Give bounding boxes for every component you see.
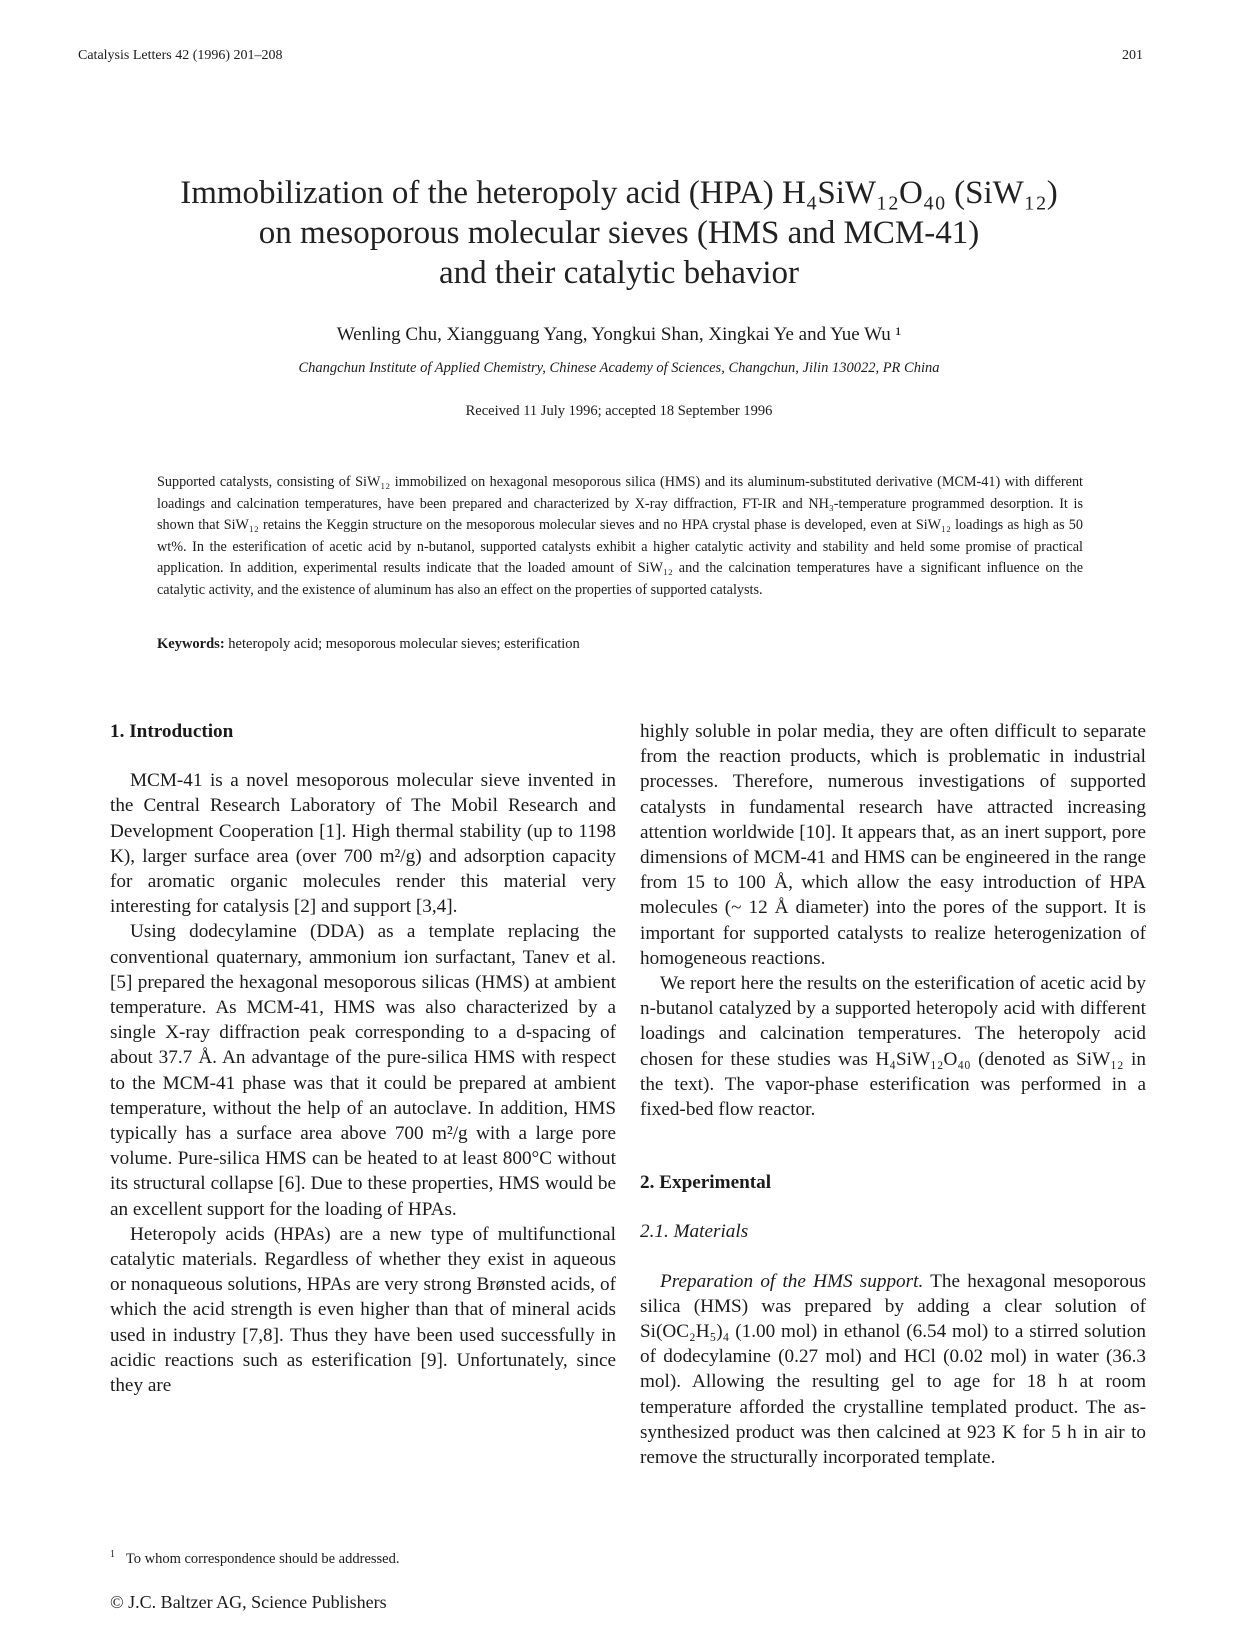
- footnote-text: To whom correspondence should be addressed.: [125, 1550, 400, 1567]
- materials-lead: Preparation of the HMS support.: [660, 1270, 924, 1292]
- received-dates: Received 11 July 1996; accepted 18 September 1996: [465, 403, 773, 419]
- intro-paragraph-4: We report here the results on the esterification of acetic acid by n-butanol catalyzed by a supported heteropoly acid with different loadings and calcination temperatures. The heteropoly acid chosen for these studies was H₄SiW₁₂O₄₀ (denoted as SiW₁₂ in the text). The vapor-phase esterification was performed in a fixed-bed flow reactor.: [640, 973, 1146, 1121]
- footnote-mark: 1: [110, 1549, 115, 1560]
- keywords-label: Keywords:: [157, 636, 225, 652]
- section-heading-experimental: 2. Experimental: [640, 1172, 772, 1194]
- keywords: [157, 636, 580, 653]
- materials-text: The hexagonal mesoporous silica (HMS) was prepared by adding a clear solution of Si(OC₂H₅)₄ (1.00 mol) in ethanol (6.54 mol) to a stirred solution of dodecylamine (0.27 mol) and HCl (0.02 mol) in water (36.3 mol). Allowing the resulting gel to age for 18 h at room temperature afforded the crystalline templated product. The as-synthesized product was then calcined at 923 K for 5 h in air to remove the structurally incorporated template.: [640, 1270, 1146, 1469]
- affiliation: Changchun Institute of Applied Chemistry, Chinese Academy of Sciences, Changchun, Jilin 130022, PR China: [298, 360, 940, 376]
- materials-paragraph: [640, 1269, 1146, 1471]
- abstract: Supported catalysts, consisting of SiW₁₂ immobilized on hexagonal mesoporous silica (HMS) and its aluminum-substituted derivative (MCM-41) with different loadings and calcination temperatures, have been prepared and characterized by X-ray diffraction, FT-IR and NH₃-temperature programmed desorption. It is shown that SiW₁₂ retains the Keggin structure on the mesoporous molecular sieves and no HPA crystal phase is developed, even at SiW₁₂ loadings as high as 50 wt%. In the esterification of acetic acid by n-butanol, supported catalysts exhibit a higher catalytic activity and stability and held some promise of practical application. In addition, experimental results indicate that the loaded amount of SiW₁₂ and the calcination temperatures have a significant influence on the catalytic activity, and the existence of aluminum has also an effect on the properties of supported catalysts.: [157, 474, 1083, 598]
- intro-paragraph-3: Heteropoly acids (HPAs) are a new type of multifunctional catalytic materials. Regardless of whether they exist in aqueous or nonaqueous solutions, HPAs are very strong Brønsted acids, of which the acid strength is even higher than that of mineral acids used in industry [7,8]. Thus they have been used successfully in acidic reactions such as esterification [9]. Unfortunately, since they are: [110, 1223, 616, 1397]
- intro-paragraph-2: Using dodecylamine (DDA) as a template replacing the conventional quaternary, ammonium ion surfactant, Tanev et al. [5] prepared the hexagonal mesoporous silicas (HMS) at ambient temperature. As MCM-41, HMS was also characterized by a single X-ray diffraction peak corresponding to a d-spacing of about 37.7 Å. An advantage of the pure-silica HMS with respect to the MCM-41 phase was that it could be prepared at ambient temperature, without the help of an autoclave. In addition, HMS typically has a surface area above 700 m²/g with a large pore volume. Pure-silica HMS can be heated to at least 800°C without its structural collapse [6]. Due to these properties, HMS would be an excellent support for the loading of HPAs.: [110, 921, 616, 1220]
- section-heading-introduction: 1. Introduction: [110, 721, 234, 742]
- publisher-line: © J.C. Baltzer AG, Science Publishers: [110, 1592, 387, 1612]
- keywords-text: heteropoly acid; mesoporous molecular sieves; esterification: [228, 636, 580, 652]
- right-column: [640, 719, 1146, 1470]
- running-head: Catalysis Letters 42 (1996) 201–208: [78, 48, 283, 63]
- authors: Wenling Chu, Xiangguang Yang, Yongkui Shan, Xingkai Ye and Yue Wu ¹: [336, 324, 902, 345]
- left-column: [110, 719, 616, 1398]
- title-line-3: and their catalytic behavior: [438, 255, 800, 291]
- page-number: 201: [1122, 48, 1143, 63]
- intro-paragraph-1: MCM-41 is a novel mesoporous molecular sieve invented in the Central Research Laboratory of The Mobil Research and Development Cooperation [1]. High thermal stability (up to 1198 K), larger surface area (over 700 m²/g) and adsorption capacity for aromatic organic molecules render this material very interesting for catalysis [2] and support [3,4].: [110, 770, 616, 918]
- footnote: [110, 1549, 399, 1568]
- intro-paragraph-3-continued: highly soluble in polar media, they are often difficult to separate from the reaction products, which is problematic in industrial processes. Therefore, numerous investigations of supported catalysts in fundamental research have attracted increasing attention worldwide [10]. It appears that, as an inert support, pore dimensions of MCM-41 and HMS can be engineered in the range from 15 to 100 Å, which allow the easy introduction of HPA molecules (~ 12 Å diameter) into the pores of the support. It is important for supported catalysts to realize heterogenization of homogeneous reactions.: [640, 721, 1146, 969]
- title-line-2: on mesoporous molecular sieves (HMS and MCM-41): [258, 215, 980, 251]
- subsection-heading-materials: 2.1. Materials: [640, 1221, 749, 1243]
- article-title: [0, 173, 1238, 293]
- title-line-1: Immobilization of the heteropoly acid (HPA) H₄SiW₁₂O₄₀ (SiW₁₂): [180, 175, 1058, 211]
